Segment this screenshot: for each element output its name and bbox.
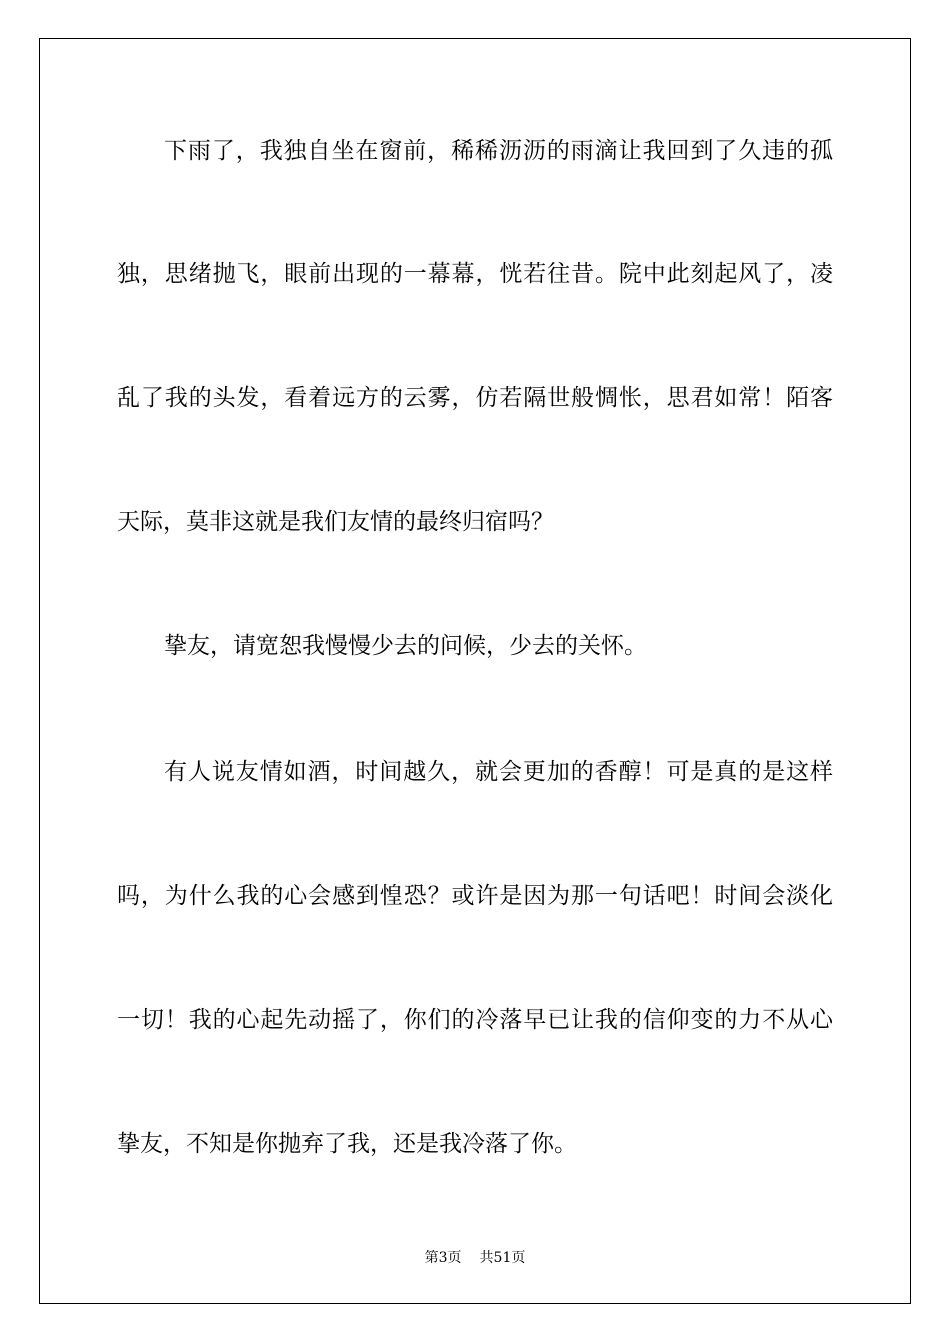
- page-footer: [0, 1248, 950, 1268]
- paragraph-line: 有人说友情如酒，时间越久，就会更加的香醇！可是真的是这样: [164, 759, 833, 785]
- page-border: [39, 38, 911, 1304]
- paragraph-line: 一切！我的心起先动摇了，你们的冷落早已让我的信仰变的力不从心: [117, 1007, 833, 1033]
- total-pages: 共51页: [479, 1250, 526, 1266]
- paragraph-line: 挚友，不知是你抛弃了我，还是我冷落了你。: [117, 1131, 577, 1157]
- paragraph-line: 独，思绪抛飞，眼前出现的一幕幕，恍若往昔。院中此刻起风了，凌: [117, 261, 833, 287]
- paragraph-line: 乱了我的头发，看着远方的云雾，仿若隔世般惆怅，思君如常！陌客: [117, 385, 833, 411]
- page-number: 第3页: [424, 1250, 462, 1266]
- paragraph-line: 下雨了，我独自坐在窗前，稀稀沥沥的雨滴让我回到了久违的孤: [164, 138, 833, 164]
- paragraph-line: 挚友，请宽恕我慢慢少去的问候，少去的关怀。: [164, 633, 647, 659]
- paragraph-line: 天际，莫非这就是我们友情的最终归宿吗？: [117, 509, 554, 535]
- paragraph-line: 吗，为什么我的心会感到惶恐？或许是因为那一句话吧！时间会淡化: [117, 883, 833, 909]
